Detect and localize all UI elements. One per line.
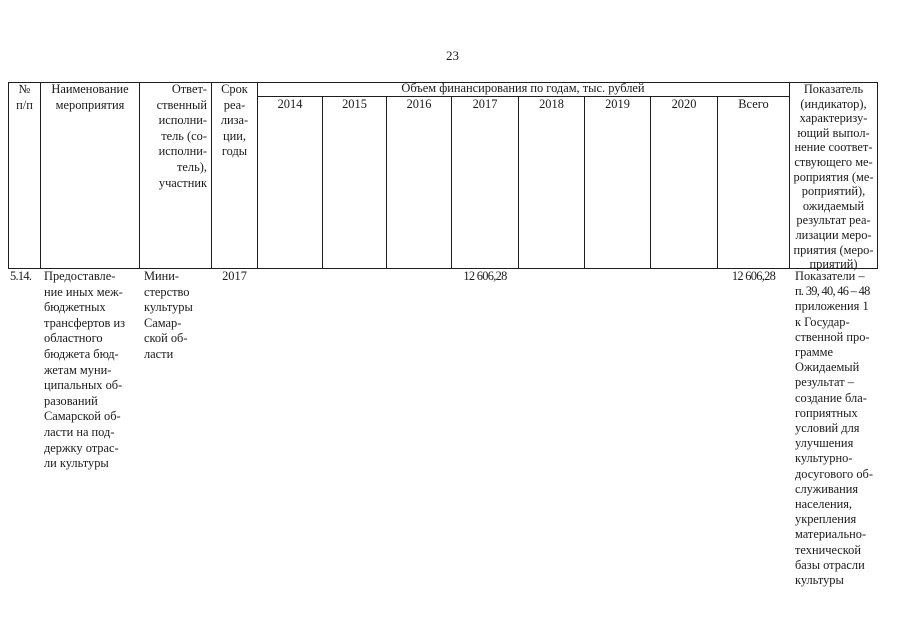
header-year-2019: 2019 (605, 97, 630, 111)
row-indicator: Показатели – п. 39, 40, 46 – 48 приложения 1 к Государ- ственной про- грамме Ожидаемый результат – создание бла- гоприятных условий для улучшения культурно- досугового об- служивания населения, укрепления материально- технической базы отрасли культуры (795, 269, 873, 588)
year-divider (650, 96, 651, 269)
header-total: Всего (738, 97, 769, 111)
year-divider (717, 96, 718, 269)
year-divider (451, 96, 452, 269)
row-name: Предоставле- ние иных меж- бюджетных трансфертов из областного бюджета бюд- жетам муни- ципальных об- разований Самарской об- ласти на под- держку отрас- ли культуры (44, 269, 126, 471)
year-divider (584, 96, 585, 269)
header-year-2017: 2017 (472, 97, 498, 111)
header-term: Срок реа- лиза- ции, годы (220, 82, 249, 159)
header-num: № п/п (16, 82, 33, 112)
header-year-2020: 2020 (671, 97, 697, 111)
header-year-2014: 2014 (277, 97, 303, 111)
row-num: 5.14. (10, 269, 32, 283)
page-number: 23 (446, 48, 459, 63)
header-year-2016: 2016 (406, 97, 432, 111)
row-amount-2017: 12 606,28 (463, 269, 507, 283)
year-divider (322, 96, 323, 269)
header-executor: Ответ- ственный исполни- тель (со- исполни- тель), участник (156, 82, 207, 190)
header-year-2018: 2018 (539, 97, 564, 111)
year-divider (386, 96, 387, 269)
header-year-2015: 2015 (342, 97, 367, 111)
row-executor: Мини- стерство культуры Самар- ской об- ласти (144, 269, 193, 361)
row-term: 2017 (222, 269, 247, 283)
header-financing-title: Объем финансирования по годам, тыс. рублей (401, 81, 645, 95)
header-indicator: Показатель (индикатор), характеризу- ющий выпол- нение соответ- ствующего ме- роприятия (ме- роприятий), ожидаемый результат реа- лизации меро- приятия (меро- приятий) (793, 82, 874, 272)
year-divider (518, 96, 519, 269)
row-amount-total: 12 606,28 (731, 269, 776, 283)
header-name: Наименование мероприятия (51, 82, 129, 112)
